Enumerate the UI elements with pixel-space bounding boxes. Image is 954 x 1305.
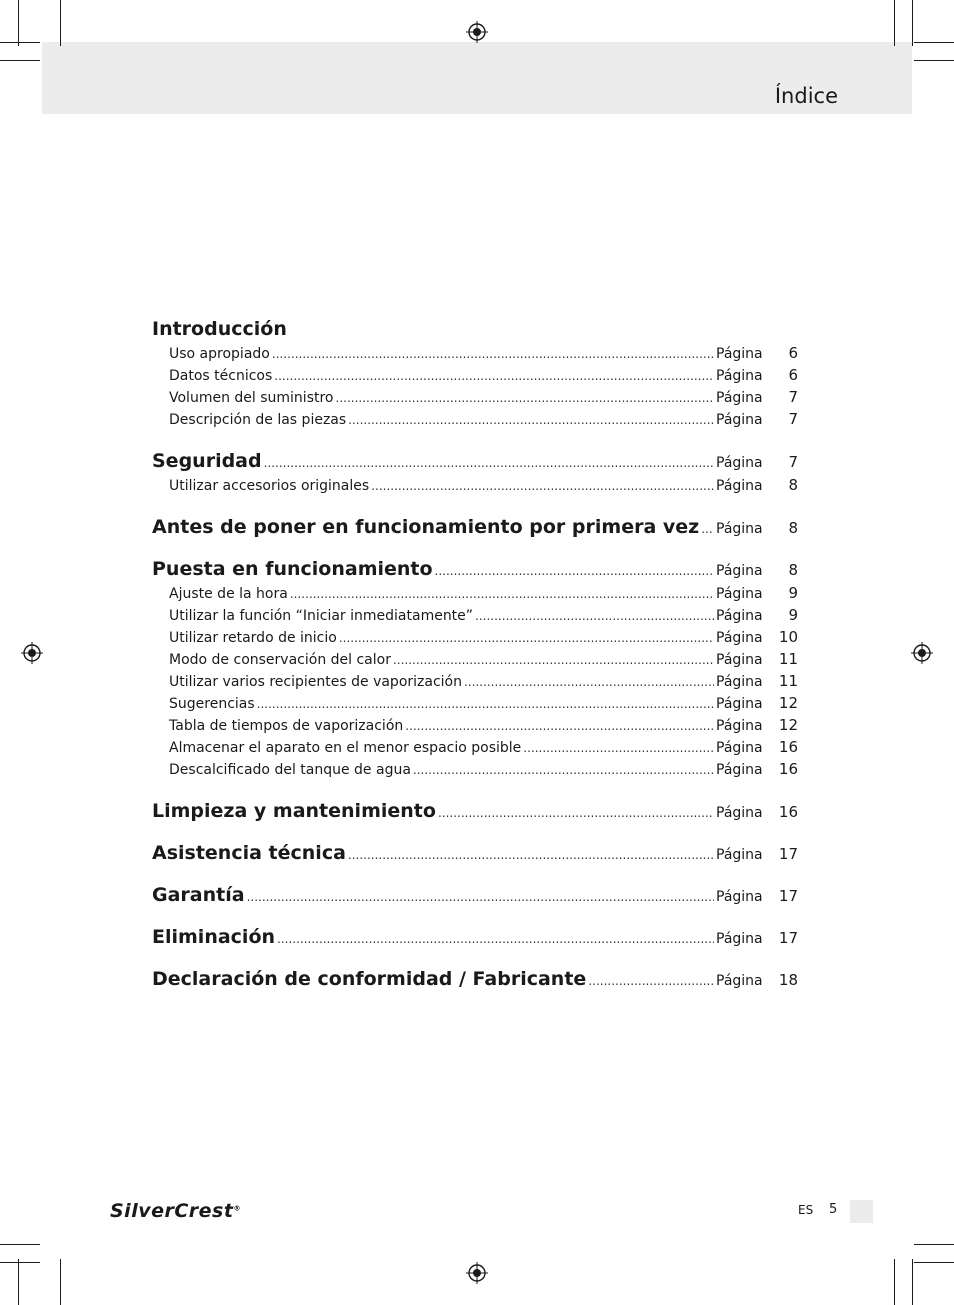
toc-entry[interactable] <box>152 410 798 432</box>
dot-leader <box>277 932 714 946</box>
toc-entry[interactable] <box>152 694 798 716</box>
footer-tab <box>850 1200 873 1223</box>
toc-section-heading[interactable] <box>152 926 798 952</box>
dot-leader <box>475 609 714 623</box>
page-word: Página <box>716 889 763 905</box>
page-word: Página <box>716 630 763 646</box>
page-number: 8 <box>788 561 798 579</box>
dot-leader <box>290 587 714 601</box>
toc-entry[interactable] <box>152 672 798 694</box>
page-word: Página <box>716 674 763 690</box>
page-word: Página <box>716 390 763 406</box>
toc-entry-label: Datos técnicos <box>169 368 273 384</box>
toc-entry[interactable] <box>152 738 798 760</box>
crop-mark <box>914 42 954 43</box>
dot-leader <box>272 347 714 361</box>
crop-mark <box>60 0 61 46</box>
toc-section <box>152 450 798 498</box>
dot-leader <box>348 848 714 862</box>
page-word: Página <box>716 563 763 579</box>
dot-leader <box>371 479 714 493</box>
page-number: 9 <box>788 606 798 624</box>
toc-section <box>152 516 798 542</box>
toc-section-heading[interactable] <box>152 558 798 584</box>
toc-section <box>152 926 798 952</box>
dot-leader <box>348 413 714 427</box>
page-number: 6 <box>788 366 798 384</box>
footer-page-number: 5 <box>829 1202 838 1217</box>
crop-mark <box>0 1262 40 1263</box>
page-word: Página <box>716 805 763 821</box>
page-number: 11 <box>778 650 798 668</box>
table-of-contents <box>152 318 798 1010</box>
brand-logo-part2: Crest <box>174 1200 234 1222</box>
dot-leader <box>257 697 714 711</box>
toc-entry-label: Tabla de tiempos de vaporización <box>169 718 404 734</box>
page-number: 7 <box>788 388 798 406</box>
page-number: 17 <box>778 929 798 947</box>
toc-section <box>152 558 798 782</box>
toc-section-heading-label: Puesta en funcionamiento <box>152 558 433 580</box>
brand-logo <box>110 1200 241 1222</box>
page-number: 12 <box>778 694 798 712</box>
toc-section-heading[interactable] <box>152 450 798 476</box>
page-number: 16 <box>778 738 798 756</box>
crop-mark <box>912 1259 913 1305</box>
toc-entry[interactable] <box>152 366 798 388</box>
crop-mark <box>914 60 954 61</box>
toc-section-heading-label: Seguridad <box>152 450 262 472</box>
page-number: 8 <box>788 519 798 537</box>
toc-entry-label: Uso apropiado <box>169 346 270 362</box>
toc-entry-label: Utilizar la función “Iniciar inmediatamente” <box>169 608 474 624</box>
page-word: Página <box>716 368 763 384</box>
page-word: Página <box>716 521 763 537</box>
page-number: 9 <box>788 584 798 602</box>
dot-leader <box>274 369 714 383</box>
page-number: 6 <box>788 344 798 362</box>
toc-entry-label: Ajuste de la hora <box>169 586 288 602</box>
crop-mark <box>0 42 40 43</box>
crop-mark <box>0 1244 40 1245</box>
crop-mark <box>60 1259 61 1305</box>
toc-entry-label: Volumen del suministro <box>169 390 334 406</box>
page-word: Página <box>716 652 763 668</box>
toc-section-heading-label: Introducción <box>152 318 287 340</box>
page-number: 16 <box>778 760 798 778</box>
toc-section-heading-label: Declaración de conformidad / Fabricante <box>152 968 587 990</box>
toc-section <box>152 884 798 910</box>
page-number: 16 <box>778 803 798 821</box>
toc-entry[interactable] <box>152 650 798 672</box>
toc-entry[interactable] <box>152 344 798 366</box>
toc-entry-label: Descalcificado del tanque de agua <box>169 762 411 778</box>
brand-logo-part1: Silver <box>110 1200 175 1222</box>
crop-mark <box>18 0 19 46</box>
toc-section-heading-label: Asistencia técnica <box>152 842 346 864</box>
page-word: Página <box>716 718 763 734</box>
toc-entry-label: Sugerencias <box>169 696 255 712</box>
page-word: Página <box>716 608 763 624</box>
toc-section-heading[interactable] <box>152 800 798 826</box>
footer-language: ES <box>798 1203 814 1217</box>
page-number: 8 <box>788 476 798 494</box>
toc-section <box>152 968 798 994</box>
toc-section-heading[interactable] <box>152 968 798 994</box>
page-number: 17 <box>778 887 798 905</box>
toc-entry-label: Almacenar el aparato en el menor espacio posible <box>169 740 522 756</box>
dot-leader <box>438 806 714 820</box>
dot-leader <box>588 974 714 988</box>
page-number: 17 <box>778 845 798 863</box>
toc-section-heading-label: Antes de poner en funcionamiento por primera vez <box>152 516 700 538</box>
toc-entry[interactable] <box>152 716 798 738</box>
toc-section <box>152 842 798 868</box>
dot-leader <box>523 741 714 755</box>
registration-mark-icon <box>466 21 488 43</box>
page-word: Página <box>716 696 763 712</box>
page-number: 12 <box>778 716 798 734</box>
page-word: Página <box>716 455 763 471</box>
page-number: 11 <box>778 672 798 690</box>
toc-entry-label: Utilizar accesorios originales <box>169 478 370 494</box>
toc-entry[interactable] <box>152 584 798 606</box>
toc-section-heading-label: Garantía <box>152 884 245 906</box>
page-word: Página <box>716 762 763 778</box>
toc-section <box>152 318 798 432</box>
dot-leader <box>247 890 714 904</box>
toc-section-heading-label: Eliminación <box>152 926 276 948</box>
page-word: Página <box>716 412 763 428</box>
page-number: 10 <box>778 628 798 646</box>
toc-section-heading-label: Limpieza y mantenimiento <box>152 800 436 822</box>
page-number: 18 <box>778 971 798 989</box>
dot-leader <box>435 564 714 578</box>
page-word: Página <box>716 931 763 947</box>
crop-mark <box>914 1244 954 1245</box>
registration-mark-icon <box>21 642 43 664</box>
crop-mark <box>0 60 40 61</box>
page-word: Página <box>716 346 763 362</box>
toc-section <box>152 800 798 826</box>
page-word: Página <box>716 973 763 989</box>
registration-mark-icon <box>911 642 933 664</box>
toc-section-heading[interactable] <box>152 318 798 344</box>
page-number: 7 <box>788 453 798 471</box>
toc-entry[interactable] <box>152 388 798 410</box>
dot-leader <box>336 391 715 405</box>
crop-mark <box>18 1259 19 1305</box>
dot-leader <box>405 719 714 733</box>
page-title: Índice <box>774 84 838 108</box>
page-number: 7 <box>788 410 798 428</box>
toc-entry-label: Modo de conservación del calor <box>169 652 391 668</box>
toc-entry-label: Descripción de las piezas <box>169 412 347 428</box>
toc-entry[interactable] <box>152 628 798 650</box>
dot-leader <box>339 631 714 645</box>
dot-leader <box>264 456 714 470</box>
toc-section-heading[interactable] <box>152 516 798 542</box>
registration-mark-icon <box>466 1262 488 1284</box>
brand-logo-mark: ® <box>233 1204 241 1213</box>
toc-entry[interactable] <box>152 606 798 628</box>
page-word: Página <box>716 847 763 863</box>
crop-mark <box>914 1262 954 1263</box>
toc-section-heading[interactable] <box>152 842 798 868</box>
crop-mark <box>894 1259 895 1305</box>
crop-mark <box>912 0 913 46</box>
toc-entry-label: Utilizar varios recipientes de vaporización <box>169 674 462 690</box>
page-word: Página <box>716 586 763 602</box>
toc-entry[interactable] <box>152 760 798 782</box>
dot-leader <box>413 763 714 777</box>
dot-leader <box>464 675 714 689</box>
toc-entry[interactable] <box>152 476 798 498</box>
page-word: Página <box>716 740 763 756</box>
page-word: Página <box>716 478 763 494</box>
dot-leader <box>701 522 714 536</box>
dot-leader <box>393 653 714 667</box>
toc-entry-label: Utilizar retardo de inicio <box>169 630 337 646</box>
toc-section-heading[interactable] <box>152 884 798 910</box>
crop-mark <box>894 0 895 46</box>
